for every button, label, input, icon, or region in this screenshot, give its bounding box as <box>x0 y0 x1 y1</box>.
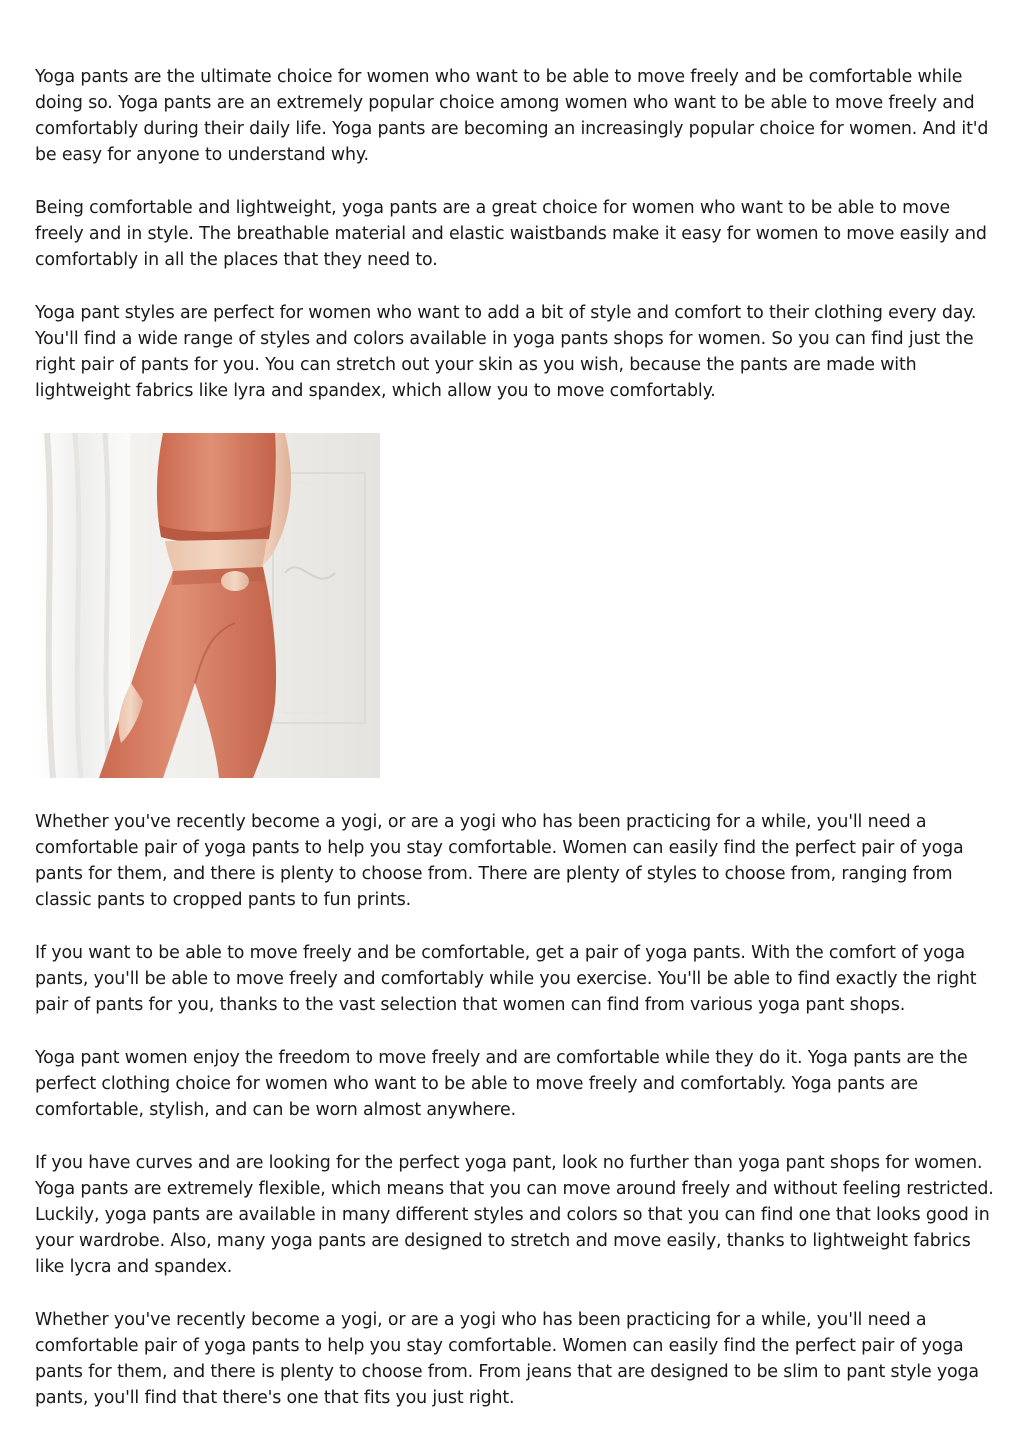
paragraph-4: Whether you've recently become a yogi, or are a yogi who has been practicing for a while, you'll need a comfortable pair of yoga pants to help you stay comfortable. Women can easily find the perfect pair of yoga pants for them, and there is plenty to choose from. There are plenty of styles to choose from, ranging from classic pants to cropped pants to fun prints. <box>35 812 964 910</box>
yoga-outfit-illustration <box>35 433 380 778</box>
paragraph-6: Yoga pant women enjoy the freedom to move freely and are comfortable while they do it. Yoga pants are the perfect clothing choice for women who want to be able to move freely and comfortably. Yoga pants are comfortable, stylish, and can be worn almost anywhere. <box>35 1048 968 1120</box>
article-body <box>35 64 995 1438</box>
paragraph-1: Yoga pants are the ultimate choice for women who want to be able to move freely and be comfortable while doing so. Yoga pants are an extremely popular choice among women who want to be able to move freely and comfortably during their daily life. Yoga pants are becoming an increasingly popular choice for women. And it'd be easy for anyone to understand why. <box>35 67 989 165</box>
product-photo <box>35 433 380 778</box>
paragraph-8: Whether you've recently become a yogi, or are a yogi who has been practicing for a while, you'll need a comfortable pair of yoga pants to help you stay comfortable. Women can easily find the perfect pair of yoga pants for them, and there is plenty to choose from. From jeans that are designed to be slim to pant style yoga pants, you'll find that there's one that fits you just right. <box>35 1310 979 1408</box>
paragraph-5: If you want to be able to move freely and be comfortable, get a pair of yoga pants. With the comfort of yoga pants, you'll be able to move freely and comfortably while you exercise. You'll be able to find exactly the right pair of pants for you, thanks to the vast selection that women can find from various yoga pant shops. <box>35 943 977 1015</box>
paragraph-3: Yoga pant styles are perfect for women who want to add a bit of style and comfort to their clothing every day. You'll find a wide range of styles and colors available in yoga pants shops for women. So you can find just the right pair of pants for you. You can stretch out your skin as you wish, because the pants are made with lightweight fabrics like lyra and spandex, which allow you to move comfortably. <box>35 303 977 401</box>
paragraph-2: Being comfortable and lightweight, yoga pants are a great choice for women who want to be able to move freely and in style. The breathable material and elastic waistbands make it easy for women to move easily and comfortably in all the places that they need to. <box>35 198 987 270</box>
paragraph-7: If you have curves and are looking for the perfect yoga pant, look no further than yoga pant shops for women. Yoga pants are extremely flexible, which means that you can move around freely and without feeling restricted. Luckily, yoga pants are available in many different styles and colors so that you can find one that looks good in your wardrobe. Also, many yoga pants are designed to stretch and move easily, thanks to lightweight fabrics like lycra and spandex. <box>35 1153 994 1277</box>
